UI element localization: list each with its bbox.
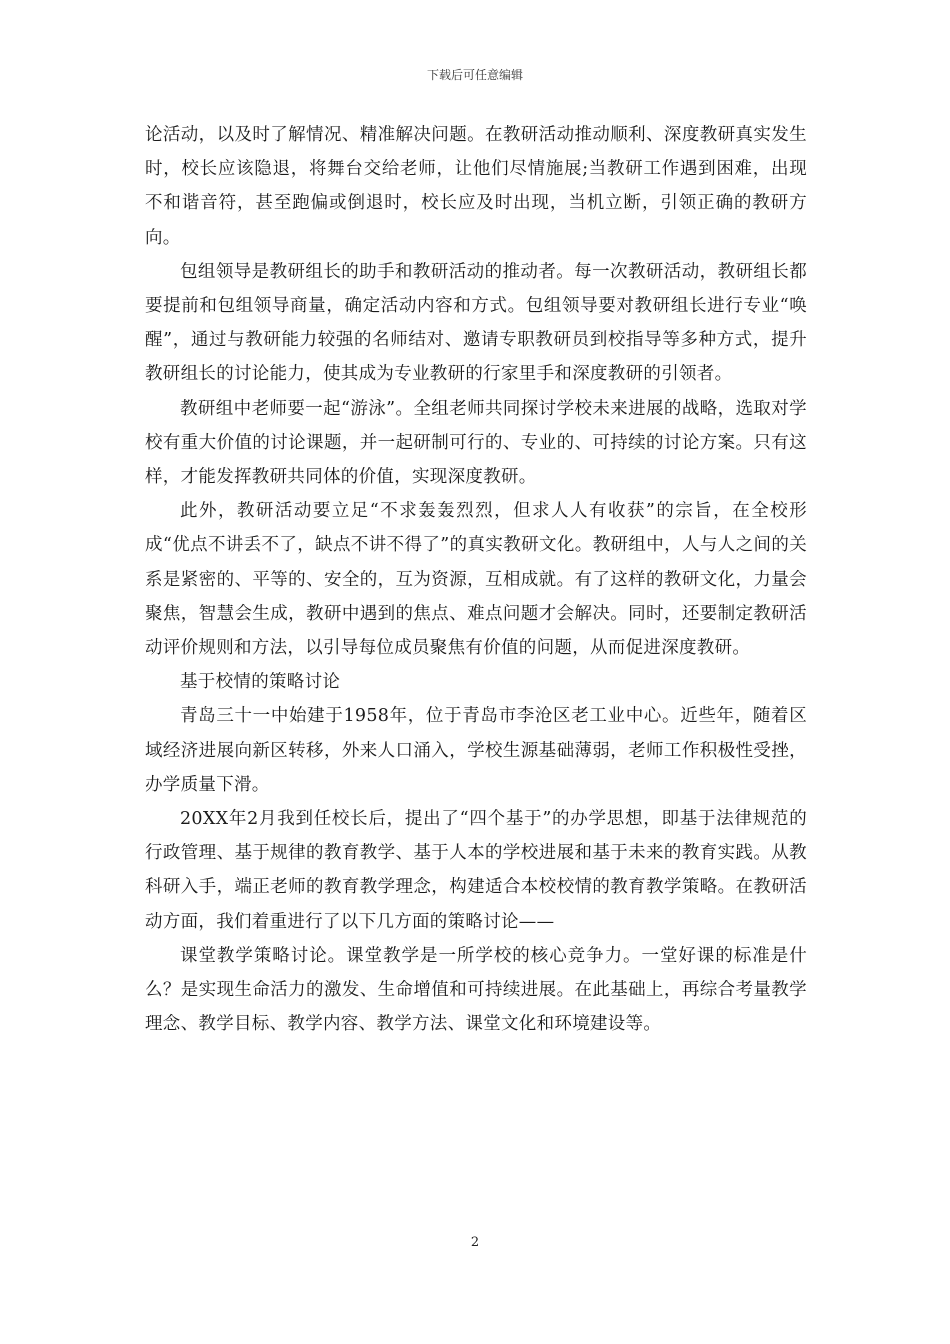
paragraph: 此外，教研活动要立足“不求轰轰烈烈，但求人人有收获”的宗旨，在全校形成“优点不讲丢不了，缺点不讲不得了”的真实教研文化。教研组中，人与人之间的关系是紧密的、平等的、安全的，互为资源，互相成就。有了这样的教研文化，力量会聚焦，智慧会生成，教研中遇到的焦点、难点问题才会解决。同时，还要制定教研活动评价规则和方法，以引导每位成员聚焦有价值的问题，从而促进深度教研。 <box>145 501 807 659</box>
paragraph: 包组领导是教研组长的助手和教研活动的推动者。每一次教研活动，教研组长都要提前和包组领导商量，确定活动内容和方式。包组领导要对教研组长进行专业“唤醒”，通过与教研能力较强的名师结对、邀请专职教研员到校指导等多种方式，提升教研组长的讨论能力，使其成为专业教研的行家里手和深度教研的引领者。 <box>145 261 807 385</box>
page-header: 下载后可任意编辑 <box>426 68 523 82</box>
paragraph: 论活动，以及时了解情况、精准解决问题。在教研活动推动顺利、深度教研真实发生时，校长应该隐退，将舞台交给老师，让他们尽情施展;当教研工作遇到困难，出现不和谐音符，甚至跑偏或倒退时，校长应及时出现，当机立断，引领正确的教研方向。 <box>145 125 807 248</box>
paragraph: 20XX年2月我到任校长后，提出了“四个基于”的办学思想，即基于法律规范的行政管理、基于规律的教育教学、基于人本的学校进展和基于未来的教育实践。从教科研入手，端正老师的教育教学理念，构建适合本校校情的教育教学策略。在教研活动方面，我们着重进行了以下几方面的策略讨论—— <box>145 809 807 932</box>
document-body <box>145 118 807 1041</box>
section-heading: 基于校情的策略讨论 <box>180 672 341 693</box>
page-number: 2 <box>470 1235 480 1250</box>
paragraph: 教研组中老师要一起“游泳”。全组老师共同探讨学校未来进展的战略，选取对学校有重大价值的讨论课题，并一起研制可行的、专业的、可持续的讨论方案。只有这样，才能发挥教研共同体的价值，实现深度教研。 <box>145 398 807 488</box>
paragraph: 青岛三十一中始建于1958年，位于青岛市李沧区老工业中心。近些年，随着区域经济进展向新区转移，外来人口涌入，学校生源基础薄弱，老师工作积极性受挫，办学质量下滑。 <box>145 706 807 795</box>
paragraph: 课堂教学策略讨论。课堂教学是一所学校的核心竞争力。一堂好课的标准是什么？是实现生命活力的激发、生命增值和可持续进展。在此基础上，再综合考量教学理念、教学目标、教学内容、教学方法、课堂文化和环境建设等。 <box>145 945 807 1035</box>
